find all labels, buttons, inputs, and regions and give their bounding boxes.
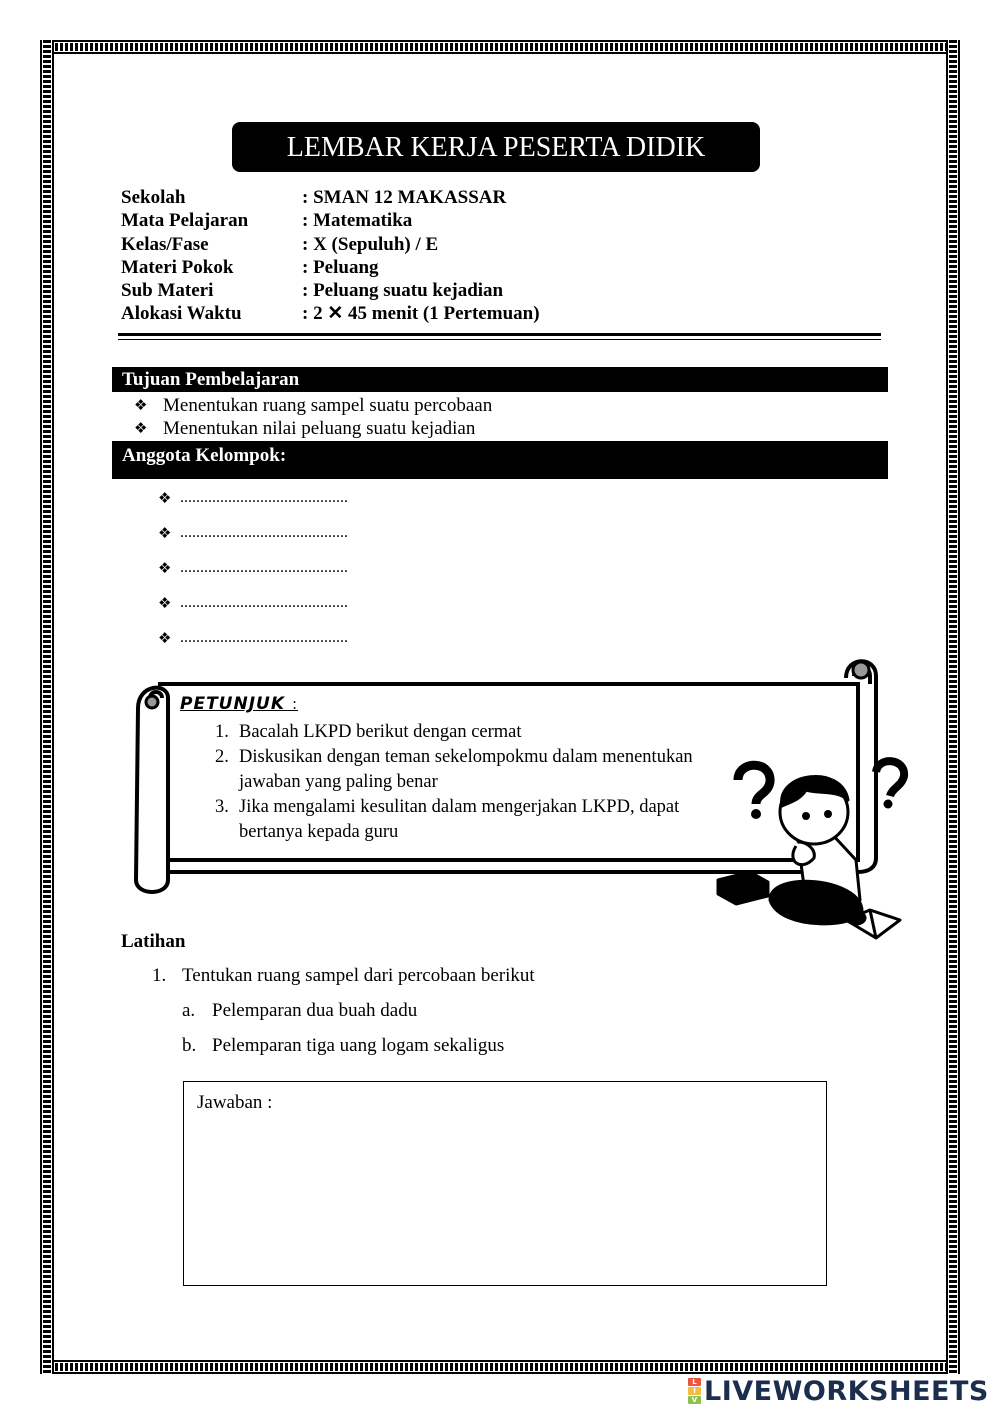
item-text: Diskusikan dengan teman sekelompokmu dalam menentukan jawaban yang paling benar	[239, 747, 693, 792]
question-part-b	[182, 1035, 504, 1057]
item-text: Jika mengalami kesulitan dalam mengerjakan LKPD, dapat bertanya kepada guru	[239, 797, 680, 842]
page-title: LEMBAR KERJA PESERTA DIDIK	[232, 122, 760, 172]
question-part-a	[182, 1000, 417, 1022]
info-label: Mata Pelajaran	[121, 210, 249, 232]
info-label: Kelas/Fase	[121, 233, 209, 255]
info-value: : 2 ✕ 45 menit (1 Pertemuan)	[302, 303, 540, 325]
anggota-list	[158, 480, 348, 655]
tujuan-heading: Tujuan Pembelajaran	[112, 367, 888, 392]
divider-thin	[118, 339, 881, 340]
info-row-submateri	[121, 279, 540, 302]
list-item	[215, 795, 695, 845]
info-label: Materi Pokok	[121, 256, 234, 278]
member-blank[interactable]	[158, 480, 348, 515]
border-right	[946, 40, 960, 1374]
diamond-bullet-icon: ❖	[158, 593, 172, 612]
info-value: : SMAN 12 MAKASSAR	[302, 187, 507, 208]
answer-label: Jawaban :	[197, 1092, 273, 1113]
part-letter: a.	[182, 1000, 196, 1021]
live-letter: V	[688, 1396, 701, 1404]
question-number: 1.	[152, 965, 167, 986]
member-dots: ..........................................	[180, 558, 348, 576]
info-label: Alokasi Waktu	[121, 303, 242, 325]
part-text: Pelemparan tiga uang logam sekaligus	[212, 1035, 505, 1056]
part-text: Pelemparan dua buah dadu	[212, 1000, 418, 1021]
info-row-mapel	[121, 209, 540, 232]
border-top	[40, 40, 960, 54]
border-bottom	[40, 1360, 960, 1374]
list-item	[134, 417, 492, 440]
petunjuk-list	[215, 720, 695, 845]
item-number: 2.	[215, 747, 229, 767]
live-letter: L	[688, 1378, 701, 1386]
info-value: : Peluang	[302, 256, 379, 278]
diamond-bullet-icon: ❖	[158, 558, 172, 577]
tujuan-list	[134, 394, 492, 440]
divider-thick	[118, 333, 881, 336]
member-dots: ..........................................	[180, 593, 348, 611]
item-number: 1.	[215, 722, 229, 742]
info-value: : Peluang suatu kejadian	[302, 280, 504, 302]
thinking-child-icon	[710, 750, 915, 955]
info-row-sekolah	[121, 186, 540, 209]
petunjuk-colon: :	[291, 695, 298, 713]
diamond-bullet-icon: ❖	[158, 523, 172, 542]
diamond-bullet-icon: ❖	[158, 628, 172, 647]
goal-text: Menentukan ruang sampel suatu percobaan	[163, 395, 493, 416]
list-item	[215, 745, 695, 795]
member-blank[interactable]	[158, 550, 348, 585]
info-label: Sub Materi	[121, 280, 214, 302]
member-blank[interactable]	[158, 515, 348, 550]
member-dots: ..........................................	[180, 523, 348, 541]
goal-text: Menentukan nilai peluang suatu kejadian	[163, 418, 476, 439]
answer-box[interactable]	[183, 1081, 827, 1286]
info-label: Sekolah	[121, 187, 186, 208]
diamond-bullet-icon: ❖	[134, 396, 148, 414]
info-row-alokasi	[121, 302, 540, 325]
member-dots: ..........................................	[180, 488, 348, 506]
info-row-materi	[121, 256, 540, 279]
item-number: 3.	[215, 797, 229, 817]
member-blank[interactable]	[158, 585, 348, 620]
anggota-heading: Anggota Kelompok:	[112, 441, 888, 479]
question-1	[152, 965, 535, 987]
list-item	[215, 720, 695, 745]
petunjuk-title	[180, 694, 298, 714]
petunjuk-label: PETUNJUK	[180, 694, 286, 714]
part-letter: b.	[182, 1035, 197, 1056]
live-badge-icon	[688, 1378, 701, 1405]
item-text: Bacalah LKPD berikut dengan cermat	[239, 722, 522, 742]
member-dots: ..........................................	[180, 628, 348, 646]
info-row-kelas	[121, 233, 540, 256]
border-left	[40, 40, 54, 1374]
list-item	[134, 394, 492, 417]
live-letter: I	[688, 1387, 701, 1395]
info-value: : Matematika	[302, 210, 413, 232]
latihan-heading: Latihan	[121, 931, 186, 952]
diamond-bullet-icon: ❖	[158, 488, 172, 507]
diamond-bullet-icon: ❖	[134, 419, 148, 437]
identity-table	[121, 186, 540, 326]
liveworksheets-logo	[688, 1376, 989, 1407]
info-value: : X (Sepuluh) / E	[302, 233, 439, 255]
brand-text: LIVEWORKSHEETS	[704, 1376, 989, 1407]
question-text: Tentukan ruang sampel dari percobaan berikut	[182, 965, 535, 986]
